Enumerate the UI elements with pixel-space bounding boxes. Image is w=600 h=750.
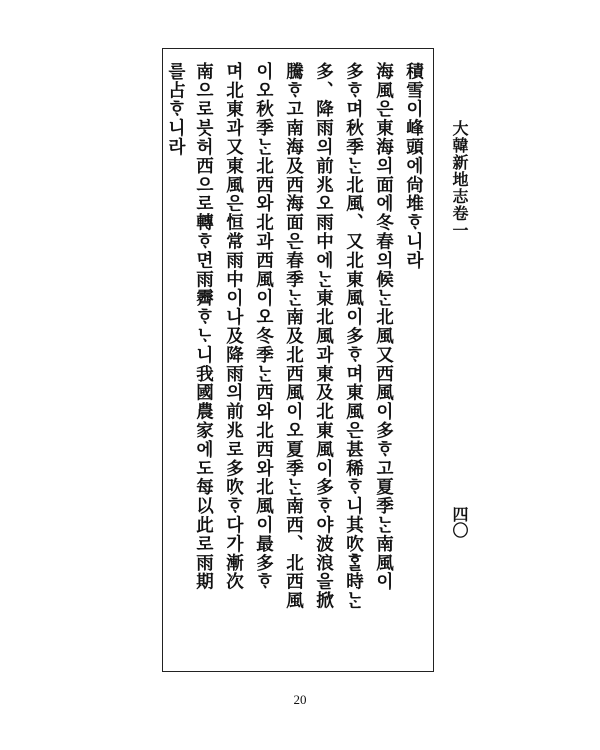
text-column: 를占ᄒᆞ니라 [165,62,186,157]
text-column: 며北東과又東風은恒常雨中이나及降雨의前兆로多吹ᄒᆞ다가漸次 [223,62,244,592]
text-column: 多ᄒᆞ며秋季ᄂᆞᆫ北風、又北東風이多ᄒᆞ며東風은甚稀ᄒᆞ니其吹ᄒᆞᆯ時ᄂᆞᆫ [343,62,364,611]
book-title: 大韓新地志卷一 [450,120,469,239]
text-column: 이오秋季ᄂᆞᆫ北西와北과西風이오冬季ᄂᆞᆫ西와北西와北風이最多ᄒᆞ [253,62,274,592]
folio-number: 四〇 [450,506,469,538]
text-column: 騰ᄒᆞ고南海及西海面은春季ᄂᆞᆫ南及北西風이오夏季ᄂᆞᆫ南西、北西風 [283,62,304,611]
text-column: 多、降雨의前兆오雨中에ᄂᆞᆫ東北風과東及北東風이多ᄒᆞ야波浪을掀 [313,62,334,611]
text-column: 南으로븟허西으로轉ᄒᆞ면雨霽ᄒᆞᄂᆞ니我國農家에도每以此로雨期 [193,62,214,592]
text-column: 海風은東海의面에冬春의候ᄂᆞᆫ北風又西風이多ᄒᆞ고夏季ᄂᆞᆫ南風이 [373,62,394,592]
page-number: 20 [293,692,307,707]
text-column: 積雪이峰頭에尙堆ᄒᆞ니라 [403,62,424,270]
